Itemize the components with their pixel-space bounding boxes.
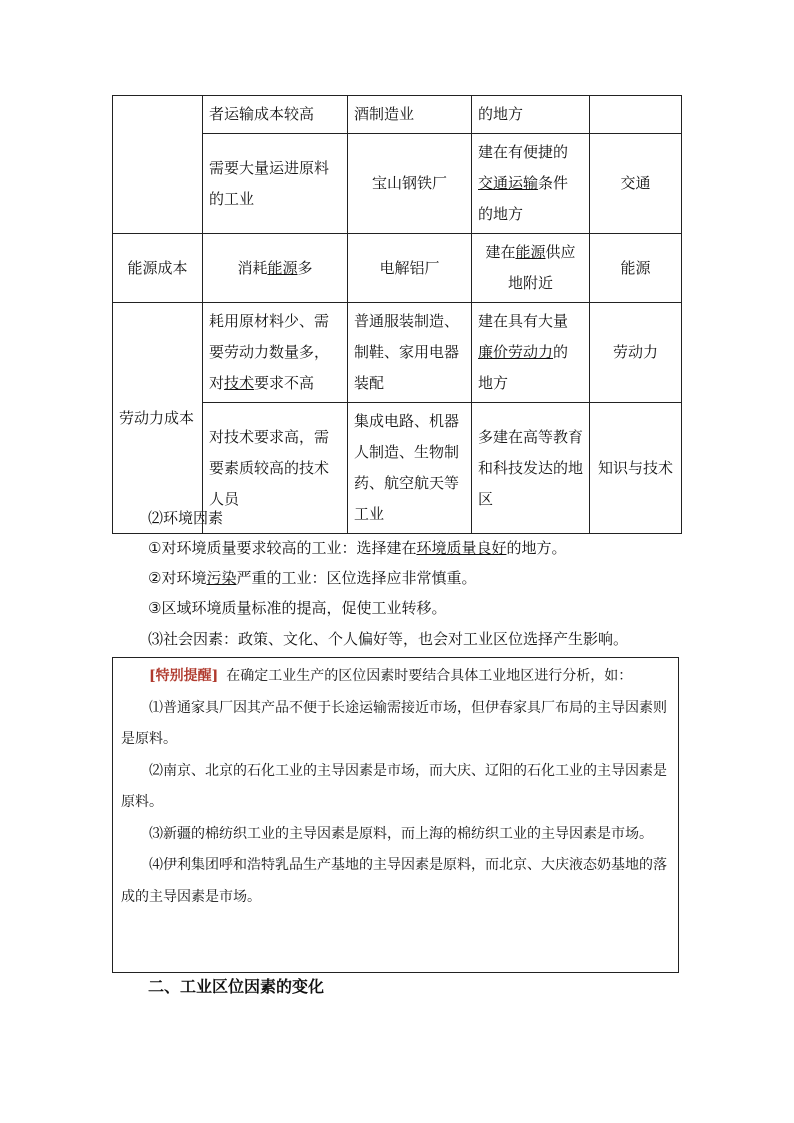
condition-key-text: 能源	[267, 258, 298, 277]
reminder-item: ⑶新疆的棉纺织工业的主导因素是原料，而上海的棉纺织工业的主导因素是市场。	[149, 825, 653, 842]
environment-item	[148, 538, 566, 558]
key-factor-cell	[590, 96, 682, 134]
reminder-item: ⑵南京、北京的石化工业的主导因素是市场，而大庆、辽阳的石化工业的主导因素是原料。	[121, 762, 667, 810]
key-factor-cell: 交通	[590, 134, 682, 234]
table-row	[113, 303, 682, 403]
example-cell: 集成电路、机器人制造、生物制药、航空航天等工业	[348, 403, 472, 534]
location-factors-table	[112, 95, 682, 534]
condition-text: 消耗	[237, 258, 268, 277]
table-row	[113, 96, 682, 134]
location-text: 建在具有大量	[478, 312, 569, 330]
environment-item: ③区域环境质量标准的提高，促使工业转移。	[148, 599, 447, 617]
environment-heading: ⑵环境因素	[148, 509, 224, 527]
key-factor-cell: 劳动力	[590, 303, 682, 403]
table-row	[113, 234, 682, 303]
condition-cell	[203, 234, 348, 303]
environment-text: 的地方。	[506, 539, 567, 557]
environment-key-text: 环境质量良好	[416, 539, 507, 557]
reminder-label: [特别提醒]	[149, 668, 219, 684]
environment-text: ①对环境质量要求较高的工业：选择建在	[148, 539, 417, 557]
condition-cell	[203, 303, 348, 403]
location-key-text: 交通运输	[478, 174, 539, 192]
condition-cell: 者运输成本较高	[203, 96, 348, 134]
condition-text: 多	[297, 258, 313, 277]
location-text: 建在有便捷的	[478, 143, 569, 161]
reminder-item: ⑴普通家具厂因其产品不便于长途运输需接近市场，但伊春家具厂布局的主导因素则是原料。	[121, 699, 667, 747]
location-cell	[472, 234, 590, 303]
condition-text: 要求不高	[254, 374, 315, 392]
section-title: 二、工业区位因素的变化	[148, 977, 325, 996]
condition-cell: 对技术要求高，需要素质较高的技术人员	[203, 403, 348, 534]
factor-cell: 劳动力成本	[113, 303, 203, 534]
location-text: 条件的地方	[478, 174, 569, 223]
key-factor-cell: 知识与技术	[590, 403, 682, 534]
special-reminder-box	[112, 657, 679, 973]
factor-cell	[113, 96, 203, 234]
reminder-intro-text: 在确定工业生产的区位因素时要结合具体工业地区进行分析，如：	[226, 668, 633, 684]
social-factor: ⑶社会因素：政策、文化、个人偏好等，也会对工业区位选择产生影响。	[148, 630, 629, 648]
location-cell: 多建在高等教育和科技发达的地区	[472, 403, 590, 534]
location-cell: 的地方	[472, 96, 590, 134]
condition-cell: 需要大量运进原料的工业	[203, 134, 348, 234]
location-key-text: 廉价劳动力	[478, 343, 554, 361]
example-cell: 电解铝厂	[348, 234, 472, 303]
location-text: 供应地附近	[507, 243, 576, 292]
example-cell: 酒制造业	[348, 96, 472, 134]
location-text: 的地方	[478, 343, 569, 392]
example-cell: 普通服装制造、制鞋、家用电器装配	[348, 303, 472, 403]
location-cell	[472, 134, 590, 234]
location-text: 建在	[485, 243, 516, 261]
example-cell: 宝山钢铁厂	[348, 134, 472, 234]
condition-key-text: 技术	[224, 374, 255, 392]
environment-key-text: 污染	[206, 569, 237, 587]
condition-text: 耗用原材料少、需要劳动力数量多，对	[209, 312, 330, 392]
key-factor-cell: 能源	[590, 234, 682, 303]
location-key-text: 能源	[515, 243, 546, 261]
environment-item	[148, 568, 476, 588]
environment-text: ②对环境	[148, 569, 207, 587]
environment-text: 严重的工业：区位选择应非常慎重。	[236, 569, 477, 587]
location-cell	[472, 303, 590, 403]
reminder-intro	[121, 661, 670, 693]
reminder-item: ⑷伊利集团呼和浩特乳品生产基地的主导因素是原料，而北京、大庆液态奶基地的落成的主导因素是市场。	[121, 857, 667, 905]
factor-cell: 能源成本	[113, 234, 203, 303]
